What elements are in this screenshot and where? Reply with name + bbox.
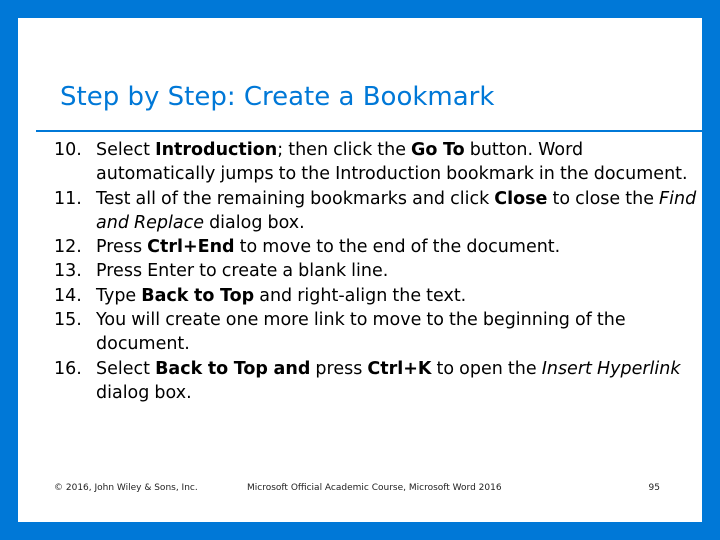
step-number: 11.: [54, 188, 82, 209]
step-text-part: Press Enter to create a blank line.: [96, 261, 389, 282]
step-text-part: You will create one more link to move to the beginning of the document.: [96, 310, 626, 355]
step-16: [54, 357, 704, 406]
step-number: 12.: [54, 237, 82, 258]
step-number: 14.: [54, 285, 82, 306]
step-text: [96, 138, 704, 187]
title-divider: [36, 130, 720, 132]
step-text-part: to move to the end of the document.: [234, 237, 561, 258]
step-13: [54, 259, 704, 283]
step-number: 13.: [54, 261, 82, 282]
step-number: 10.: [54, 140, 82, 160]
footer-page-number: 95: [648, 483, 660, 493]
step-text-italic: Find and Replace: [96, 188, 697, 233]
step-15: [54, 308, 704, 357]
step-text-part: press: [310, 358, 368, 379]
step-text: [96, 259, 704, 283]
step-number: 15.: [54, 310, 82, 331]
step-11: [54, 187, 704, 236]
step-text: [96, 308, 704, 357]
step-text-italic: Insert Hyperlink: [541, 358, 681, 379]
footer-course: Microsoft Official Academic Course, Microsoft Word 2016: [247, 483, 502, 493]
step-text: [96, 187, 704, 236]
step-text-part: dialog box.: [96, 382, 192, 403]
step-text-part: ; then click the: [277, 140, 412, 160]
step-text-bold: Ctrl+End: [147, 237, 235, 258]
step-text-bold: Introduction: [155, 140, 278, 160]
step-12: [54, 235, 704, 259]
step-text: [96, 284, 704, 308]
step-text-bold: Back to Top: [141, 285, 255, 306]
step-text-part: Select: [96, 140, 156, 160]
step-text-part: button. Word automatically jumps to the Introduction bookmark in the document.: [96, 140, 688, 185]
step-text-bold: Go To: [411, 140, 465, 160]
step-10: [54, 138, 704, 187]
step-text: [96, 357, 704, 406]
step-text-part: Select: [96, 358, 156, 379]
step-text-part: and right-align the text.: [254, 285, 467, 306]
step-text-bold: Close: [494, 188, 548, 209]
step-text-part: to close the: [547, 188, 660, 209]
step-14: [54, 284, 704, 308]
step-text-part: dialog box.: [204, 212, 305, 233]
step-text-part: to open the: [431, 358, 542, 379]
step-number: 16.: [54, 358, 82, 379]
step-text-bold: Ctrl+K: [367, 358, 432, 379]
step-text: [96, 235, 704, 259]
step-text-part: Press: [96, 237, 148, 258]
step-text-part: Type: [96, 285, 142, 306]
step-text-bold: Back to Top and: [155, 358, 311, 379]
steps-list: [54, 138, 704, 405]
slide-title: Step by Step: Create a Bookmark: [60, 82, 495, 112]
footer-copyright: © 2016, John Wiley & Sons, Inc.: [54, 483, 198, 493]
step-text-part: Test all of the remaining bookmarks and click: [96, 188, 495, 209]
